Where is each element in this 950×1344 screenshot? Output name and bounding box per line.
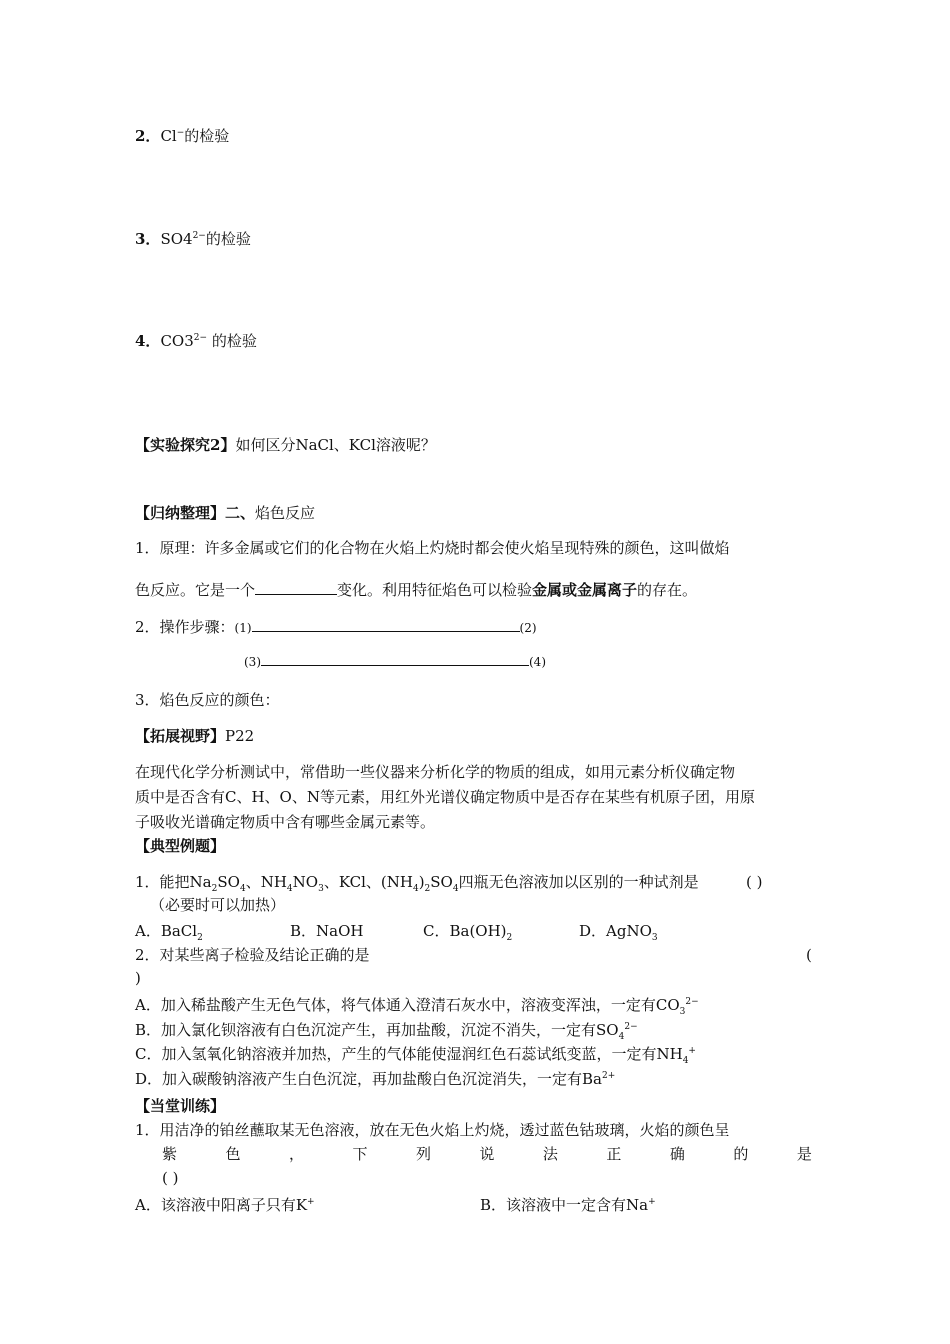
example-heading: 【典型例题】 bbox=[135, 837, 226, 855]
section-label: 【拓展视野】 bbox=[135, 727, 226, 745]
steps-line-2: (3) (4) bbox=[244, 651, 546, 672]
q2-option-a[interactable]: A．加入稀盐酸产生无色气体，将气体通入澄清石灰水中，溶液变浑浊，一定有$CO_3^{2-}$ bbox=[135, 996, 699, 1017]
q2-option-c[interactable]: C．加入氢氧化钠溶液并加热，产生的气体能使湿润红色石蕊试纸变蓝，一定有$NH_4^+$ bbox=[135, 1045, 696, 1066]
test-number: 3． bbox=[135, 230, 161, 248]
test-so4: 3．$SO4^{2-}$的检验 bbox=[135, 230, 251, 248]
option-b[interactable]: B．NaOH bbox=[290, 922, 364, 940]
test-cl: 2．Cl−的检验 bbox=[135, 127, 230, 145]
training-heading: 【当堂训练】 bbox=[135, 1097, 226, 1115]
section-label: 【归纳整理】 bbox=[135, 504, 226, 522]
test-co3: 4．$CO3^{2-}$ 的检验 bbox=[135, 332, 257, 350]
flame-colors: 3．焰色反应的颜色： bbox=[135, 691, 280, 709]
test-number: 2． bbox=[135, 127, 161, 145]
expand-heading: 【拓展视野】P22 bbox=[135, 727, 255, 745]
q2-option-d[interactable]: D．加入碳酸钠溶液产生白色沉淀，再加盐酸白色沉淀消失，一定有$Ba^{2+}$ bbox=[135, 1070, 616, 1088]
question-1-note: （必要时可以加热） bbox=[150, 896, 286, 914]
question-1: 1．能把$Na_2SO_4$、$NH_4NO_3$、KCl、$(NH_4)_2SO_4$四瓶无色溶液加以区别的一种试剂是 bbox=[135, 873, 699, 894]
expand-text-3: 子吸收光谱确定物质中含有哪些金属元素等。 bbox=[135, 813, 436, 831]
option-a[interactable]: A．该溶液中阳离子只有K+ bbox=[135, 1196, 315, 1214]
training-q1-line1: 1．用洁净的铂丝蘸取某无色溶液，放在无色火焰上灼烧，透过蓝色钴玻璃，火焰的颜色呈 bbox=[135, 1121, 730, 1139]
answer-bracket-open[interactable]: ( bbox=[806, 946, 812, 964]
fill-blank[interactable] bbox=[261, 651, 529, 666]
steps-line-1: 2．操作步骤：(1) (2) bbox=[135, 618, 537, 636]
q2-option-b[interactable]: B．加入氯化钡溶液有白色沉淀产生，再加盐酸，沉淀不消失，一定有$SO_4^{2-}$ bbox=[135, 1021, 638, 1042]
section-label: 【实验探究2】 bbox=[135, 436, 236, 454]
option-d[interactable]: D．AgNO$_3$ bbox=[579, 922, 658, 943]
expand-text-1: 在现代化学分析测试中，常借助一些仪器来分析化学的物质的组成，如用元素分析仪确定物 bbox=[135, 763, 736, 781]
training-q1-line2: 紫 色 ， 下 列 说 法 正 确 的 是 bbox=[162, 1145, 812, 1163]
option-a[interactable]: A．BaCl$_2$ bbox=[135, 922, 203, 943]
fill-blank[interactable] bbox=[255, 580, 337, 595]
answer-bracket[interactable]: ( ) bbox=[162, 1169, 179, 1187]
principle-line-2: 色反应。它是一个 变化。利用特征焰色可以检验金属或金属离子的存在。 bbox=[135, 581, 698, 599]
experiment-2: 【实验探究2】如何区分NaCl、KCl溶液呢？ bbox=[135, 436, 436, 454]
question-2: 2．对某些离子检验及结论正确的是 bbox=[135, 946, 370, 964]
option-b[interactable]: B．该溶液中一定含有Na+ bbox=[480, 1196, 656, 1214]
test-number: 4． bbox=[135, 332, 161, 350]
answer-bracket[interactable]: ( ) bbox=[746, 873, 763, 891]
answer-bracket-close[interactable]: ) bbox=[135, 969, 141, 987]
expand-text-2: 质中是否含有C、H、O、N等元素，用红外光谱仪确定物质中是否存在某些有机原子团，用原 bbox=[135, 788, 755, 806]
summary-heading: 【归纳整理】二、焰色反应 bbox=[135, 504, 316, 522]
fill-blank[interactable] bbox=[252, 617, 520, 632]
principle-line-1: 1．原理：许多金属或它们的化合物在火焰上灼烧时都会使火焰呈现特殊的颜色，这叫做焰 bbox=[135, 539, 730, 557]
option-c[interactable]: C．$Ba(OH)_2$ bbox=[423, 922, 513, 943]
